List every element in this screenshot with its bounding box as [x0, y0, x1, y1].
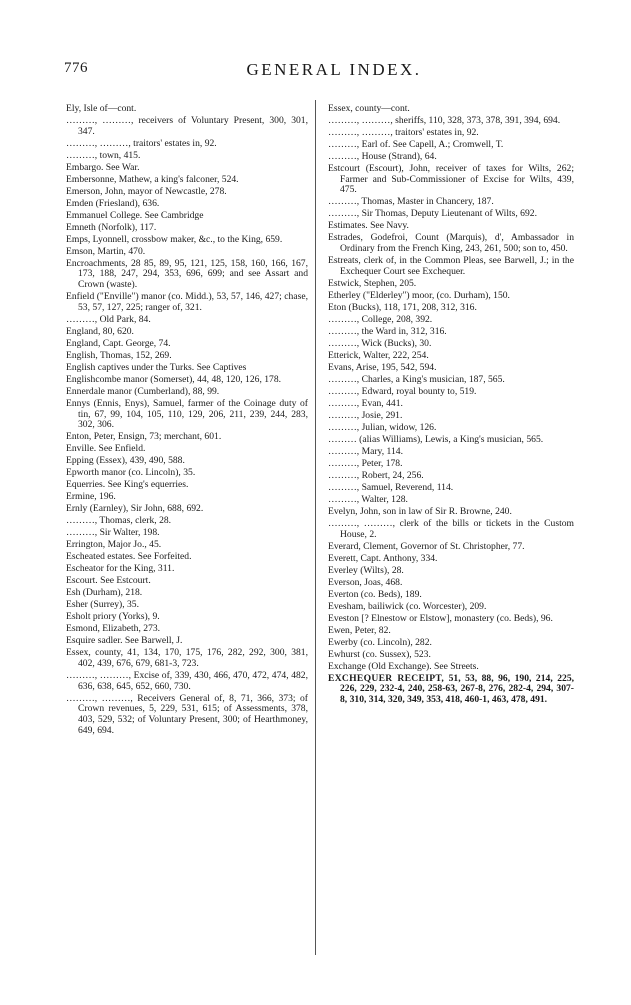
- index-entry-refs: 240.: [492, 505, 512, 517]
- index-entry-term: Estreats, clerk of, in the Common Pleas,: [328, 255, 486, 267]
- index-entry-refs: See Barwell, J.: [122, 635, 183, 647]
- index-entry-term: Epworth manor (co. Lincoln),: [66, 467, 181, 479]
- index-entry-refs: 688, 692.: [164, 503, 204, 515]
- index-entry-refs: 84.: [136, 313, 151, 325]
- index-entry: [66, 175, 308, 186]
- index-entry-refs: 468.: [383, 576, 403, 588]
- index-entry-term: ………, ………, traitors' estates in,: [66, 137, 203, 149]
- index-entry-refs: 692.: [517, 208, 537, 220]
- index-entry: [66, 648, 308, 669]
- index-entry: [328, 578, 574, 589]
- index-entry-refs: 77.: [510, 540, 525, 552]
- index-entry-refs: 273.: [140, 623, 161, 635]
- index-entry-term: ………, Samuel, Reverend,: [328, 481, 435, 493]
- index-entry-term: ………, Evan,: [328, 397, 384, 409]
- index-entry: [328, 542, 574, 553]
- index-entry: [66, 588, 308, 599]
- index-entry-term: Esh (Durham),: [66, 587, 124, 599]
- index-entry-term: England,: [66, 325, 101, 337]
- index-entry-term: ………, Thomas, Master in Chancery,: [328, 196, 475, 208]
- index-entry-term: Ermine,: [66, 491, 97, 503]
- index-entry-term: Escheator for the King,: [66, 563, 156, 575]
- index-entry: [66, 247, 308, 258]
- running-title: GENERAL INDEX.: [246, 60, 422, 79]
- index-entry-refs: See Capell, A.; Cromwell, T.: [390, 139, 504, 150]
- index-entry-term: ………, Robert,: [328, 469, 391, 481]
- index-entry: [328, 339, 574, 350]
- index-entry: [328, 104, 574, 115]
- index-entry: [328, 116, 574, 127]
- page-header: [64, 60, 604, 84]
- index-entry-term: Emden (Friesland),: [66, 197, 141, 209]
- index-entry-term: ………, Julian, widow,: [328, 421, 418, 433]
- index-entry-term: Emson, Martin,: [66, 245, 126, 257]
- index-entry-term: ………, House (Strand),: [328, 151, 423, 162]
- index-entry-refs: 45.: [146, 539, 162, 551]
- index-entry: [66, 211, 308, 222]
- index-entry: [66, 636, 308, 647]
- index-entry-term: Ewhurst (co. Sussex),: [328, 648, 412, 660]
- index-entry-term: Everard, Clement, Governor of St. Christopher,: [328, 540, 511, 552]
- index-entry-refs: 117.: [137, 221, 157, 233]
- index-entry-refs: 9.: [150, 611, 160, 623]
- index-entry-refs: see Barwell, J.; in the Exchequer Court see Exchequer.: [340, 255, 574, 277]
- index-entry: [328, 423, 574, 434]
- index-entry: [328, 209, 574, 220]
- index-entry: [66, 540, 308, 551]
- column-divider: [315, 100, 316, 955]
- index-entry-refs: 334.: [418, 552, 438, 564]
- index-entry: [66, 552, 308, 563]
- index-entry: [66, 139, 308, 150]
- index-entry-term: England, Capt. George,: [66, 337, 157, 349]
- index-entry-refs: 152, 269.: [133, 349, 172, 361]
- index-entry-term: Emps, Lyonnell, crossbow maker, &c., to the King,: [66, 233, 264, 245]
- index-entry-refs: 524.: [219, 173, 239, 185]
- index-entry: [66, 480, 308, 491]
- index-entry-refs: 126.: [417, 421, 437, 433]
- index-entry-term: English, Thomas,: [66, 349, 134, 361]
- index-entry-term: ………, Wick (Bucks),: [328, 337, 417, 349]
- index-entry: [66, 292, 308, 313]
- index-entry: [328, 140, 574, 151]
- index-entry: [66, 199, 308, 210]
- index-entry: [66, 399, 308, 431]
- index-entry-term: Ely, Isle of—cont.: [66, 103, 137, 114]
- index-entry: [328, 411, 574, 422]
- index-entry-refs: 208, 392.: [393, 313, 433, 325]
- index-entry-term: Escourt.: [66, 575, 98, 587]
- index-entry-refs: See Navy.: [367, 220, 409, 232]
- index-entry-term: Ennys (Ennis, Enys), Samuel, farmer of the Coinage duty of tin,: [66, 397, 308, 420]
- index-entry: [328, 315, 574, 326]
- index-entry-refs: See Forfeited.: [135, 551, 192, 563]
- index-entry-term: Errington, Major Jo.,: [66, 539, 147, 551]
- index-entry-refs: 24, 256.: [390, 469, 424, 481]
- index-entry: [328, 483, 574, 494]
- index-entry: [328, 233, 574, 254]
- index-entry: [328, 399, 574, 410]
- index-entry: [66, 600, 308, 611]
- index-entry: [328, 507, 574, 518]
- index-entry: [328, 327, 574, 338]
- index-entry: [328, 363, 574, 374]
- index-entry-refs: See War.: [103, 161, 140, 173]
- index-entry-refs: 114.: [434, 481, 454, 493]
- index-entry-term: ………, ………, receivers of Voluntary Present,: [66, 115, 265, 126]
- index-entry-refs: 53, 57, 146, 427; chase, 53, 57, 127, 225; ranger of, 321.: [78, 291, 308, 313]
- index-entry-refs: 523.: [411, 648, 431, 660]
- index-entry-term: Estwick, Stephen,: [328, 277, 398, 289]
- index-entry-refs: 262; Farmer and Sub-Commissioner of Excise for Wilts, 439, 475.: [340, 163, 574, 196]
- index-entry-term: Essex, county—cont.: [328, 103, 410, 114]
- index-entry-refs: See Cambridge: [142, 209, 204, 221]
- index-entry-refs: 30.: [416, 337, 432, 349]
- index-entry: [66, 351, 308, 362]
- index-entry: [328, 614, 574, 625]
- index-entry-refs: 28.: [389, 564, 404, 576]
- index-entry-term: ………, ………, Excise of,: [66, 669, 173, 681]
- index-entry: [328, 602, 574, 613]
- index-entry: [66, 444, 308, 455]
- index-entry-term: Esholt priory (Yorks),: [66, 611, 151, 623]
- index-entry: [328, 626, 574, 637]
- index-entry-term: English captives under the Turks.: [66, 361, 195, 373]
- index-entry: [328, 256, 574, 277]
- index-entry-refs: 222, 254.: [390, 349, 429, 361]
- index-entry: [66, 163, 308, 174]
- index-entry-term: Ewerby (co. Lincoln),: [328, 636, 413, 648]
- index-entry-term: ………, ………, traitors' estates in,: [328, 127, 465, 138]
- index-entry-term: ………, ………, sheriffs,: [328, 115, 427, 126]
- index-entry-refs: 187.: [474, 196, 494, 208]
- index-entry: [328, 375, 574, 386]
- index-entry-refs: 415.: [121, 149, 141, 161]
- index-entry: [66, 564, 308, 575]
- index-entry-refs: 178.: [383, 457, 403, 469]
- index-entry-refs: 150.: [490, 289, 510, 301]
- index-entry-refs: 659.: [263, 233, 283, 245]
- index-entry-refs: See Captives: [194, 361, 247, 373]
- index-entry-refs: 88, 99.: [190, 385, 220, 397]
- index-entry-refs: 312, 316.: [408, 325, 447, 337]
- index-entry-refs: 64.: [422, 151, 437, 162]
- index-entry: [328, 447, 574, 458]
- index-entry: [66, 576, 308, 587]
- index-entry-term: ……… (alias Williams), Lewis, a King's musician,: [328, 433, 524, 445]
- index-entry-term: Enton, Peter, Ensign,: [66, 431, 147, 443]
- index-entry-term: Ernly (Earnley), Sir John,: [66, 503, 165, 515]
- index-entry-term: Everett, Capt. Anthony,: [328, 552, 419, 564]
- index-entry-refs: 96.: [538, 612, 553, 624]
- index-entry-term: ………, ………, Receivers General of,: [66, 692, 225, 704]
- index-entry-term: Ennerdale manor (Cumberland),: [66, 385, 191, 397]
- index-entry-term: Everton (co. Beds),: [328, 588, 403, 600]
- index-entry-term: Estrades, Godefroi, Count (Marquis), d', Ambassador in Ordinary from the French King,: [328, 232, 574, 255]
- index-entry-refs: 439, 490, 588.: [127, 455, 185, 467]
- index-entry-term: Equerries.: [66, 479, 106, 491]
- index-entry-refs: 114.: [384, 445, 403, 457]
- index-entry: [328, 519, 574, 540]
- index-entry-refs: 80, 620.: [100, 325, 134, 337]
- index-entry: [66, 612, 308, 623]
- index-entry-term: Emmanuel College.: [66, 209, 143, 221]
- index-entry-refs: 282.: [412, 636, 432, 648]
- index-entry-term: Exchange (Old Exchange).: [328, 660, 432, 672]
- index-entry: [328, 674, 574, 706]
- index-entry-term: Eton (Bucks),: [328, 301, 382, 313]
- index-entry-term: ………, town,: [66, 149, 122, 161]
- index-entry-refs: 35.: [180, 467, 196, 479]
- index-entry: [66, 223, 308, 234]
- index-entry-term: ………, Old Park,: [66, 313, 137, 325]
- index-entry-term: Everley (Wilts),: [328, 564, 390, 576]
- index-entry-refs: See Streets.: [431, 660, 479, 672]
- index-entry: [328, 459, 574, 470]
- index-entry: [328, 471, 574, 482]
- index-entry-refs: 118, 171, 208, 312, 316.: [381, 301, 477, 313]
- index-entry-refs: 291.: [383, 409, 403, 421]
- index-entry-refs: 243, 261, 500; son to, 450.: [462, 243, 568, 255]
- index-entry: [66, 694, 308, 737]
- index-entry-term: ………, College,: [328, 313, 394, 325]
- index-entry: [66, 468, 308, 479]
- index-entry-refs: 73; merchant, 601.: [146, 431, 222, 443]
- index-entry: [66, 432, 308, 443]
- index-entry-term: ………, Josie,: [328, 409, 384, 421]
- index-entry-term: ………, Edward, royal bounty to,: [328, 385, 458, 397]
- index-entry-term: Evelyn, John, son in law of Sir R. Browne,: [328, 505, 493, 517]
- index-entry-term: Etterick, Walter,: [328, 349, 391, 361]
- index-entry: [328, 197, 574, 208]
- index-entry-term: Estcourt (Escourt), John, receiver of taxes for Wilts,: [328, 163, 552, 174]
- index-entry: [66, 339, 308, 350]
- index-entry: [66, 104, 308, 115]
- index-entry: [66, 504, 308, 515]
- index-entry-refs: 195, 542, 594.: [378, 361, 437, 373]
- left-column: [66, 104, 308, 738]
- index-entry-term: ………, Mary,: [328, 445, 385, 457]
- index-entry-refs: 218.: [123, 587, 143, 599]
- index-entry-term: Englishcombe manor (Somerset),: [66, 373, 195, 385]
- index-entry-term: Enville.: [66, 443, 97, 455]
- index-entry: [328, 566, 574, 577]
- index-entry-term: Emerson, John, mayor of Newcastle,: [66, 185, 208, 197]
- index-entry: [66, 456, 308, 467]
- index-entry: [328, 662, 574, 673]
- index-entry: [66, 116, 308, 137]
- index-entry-refs: 441.: [383, 397, 403, 409]
- index-entry-refs: 189.: [402, 588, 422, 600]
- index-entry-term: ………, Walter,: [328, 493, 389, 505]
- index-entry-term: Enfield ("Enville") manor (co. Midd.),: [66, 291, 215, 303]
- index-entry-refs: 51, 53, 88, 96, 190, 214, 225, 226, 229, 232-4, 240, 258-63, 267-8, 276, 282-4, 294, 307-8, 310, 314, 320, 349, 353, 418, 460-1, 463, 478, 491.: [340, 672, 575, 705]
- index-entry-term: Emneth (Norfolk),: [66, 221, 138, 233]
- index-entry-term: ………, the Ward in,: [328, 325, 409, 337]
- index-entry: [66, 375, 308, 386]
- index-entry-term: Esmond, Elizabeth,: [66, 623, 141, 635]
- index-entry: [66, 528, 308, 539]
- index-entry-refs: 28.: [156, 515, 172, 527]
- index-entry-refs: 519.: [457, 385, 477, 397]
- index-entry: [328, 221, 574, 232]
- index-entry: [66, 624, 308, 635]
- index-entry: [66, 492, 308, 503]
- index-entry-term: Essex, county,: [66, 647, 123, 659]
- index-entry-term: Ewen, Peter,: [328, 624, 377, 636]
- index-entry: [328, 650, 574, 661]
- index-entry: [328, 554, 574, 565]
- index-entry: [328, 291, 574, 302]
- index-entry: [328, 387, 574, 398]
- index-entry: [66, 187, 308, 198]
- index-entry-refs: 82.: [376, 624, 391, 636]
- index-entry-refs: See King's equerries.: [105, 479, 189, 491]
- index-entry-term: EXCHEQUER RECEIPT,: [328, 672, 445, 684]
- index-entry: [66, 315, 308, 326]
- index-entry-term: Evesham, bailiwick (co. Worcester),: [328, 600, 468, 612]
- index-entry-refs: 28 85, 89, 95, 121, 125, 158, 160, 166, 167, 173, 188, 247, 294, 353, 696, 699; and see Assart and Crown (waste).: [78, 257, 308, 291]
- index-entry-term: Epping (Essex),: [66, 455, 128, 467]
- index-entry-refs: 565.: [523, 433, 544, 445]
- index-entry-refs: 470.: [125, 245, 146, 257]
- index-entry-refs: 2.: [366, 528, 377, 540]
- index-entry: [328, 638, 574, 649]
- index-entry: [328, 279, 574, 290]
- index-entry: [66, 259, 308, 291]
- index-entry-refs: 205.: [397, 277, 417, 289]
- index-entry-refs: 209.: [467, 600, 487, 612]
- index-entry: [66, 151, 308, 162]
- index-entry-refs: 128.: [388, 493, 408, 505]
- index-entry-refs: See Estcourt.: [97, 575, 151, 587]
- page-number: 776: [64, 60, 88, 76]
- index-entry-refs: 74.: [156, 337, 171, 349]
- index-entry: [328, 152, 574, 163]
- index-entry: [66, 516, 308, 527]
- index-entry: [66, 671, 308, 692]
- index-entry-refs: 41, 134, 170, 175, 176, 282, 292, 300, 381, 402, 439, 676, 679, 681-3, 723.: [78, 647, 308, 669]
- index-entry: [66, 327, 308, 338]
- index-entry: [328, 435, 574, 446]
- index-entry: [328, 128, 574, 139]
- index-entry-term: Esquire sadler.: [66, 635, 123, 647]
- index-entry-refs: 35.: [124, 599, 139, 611]
- index-entry: [328, 351, 574, 362]
- index-entry-refs: 67, 99, 104, 105, 110, 129, 206, 211, 239, 244, 283, 302, 306.: [78, 408, 308, 431]
- index-entry-term: Estimates.: [328, 220, 368, 232]
- index-entry-term: ………, Peter,: [328, 457, 384, 469]
- index-entry-term: ………, ………, clerk of the bills or tickets in the Custom House,: [328, 517, 574, 540]
- index-entry-term: Embargo.: [66, 161, 104, 173]
- index-entry: [66, 387, 308, 398]
- index-entry: [328, 303, 574, 314]
- index-entry: [66, 363, 308, 374]
- index-entry-term: ………, Sir Walter,: [66, 527, 141, 539]
- index-entry-term: ………, Sir Thomas, Deputy Lieutenant of Wilts,: [328, 208, 518, 220]
- index-entry-term: Etherley ("Elderley") moor, (co. Durham),: [328, 289, 491, 301]
- index-entry: [66, 235, 308, 246]
- index-entry-term: ………, Charles, a King's musician,: [328, 373, 467, 385]
- index-entry: [328, 495, 574, 506]
- index-entry-refs: See Enfield.: [96, 443, 146, 455]
- index-entry-refs: 339, 430, 466, 470, 472, 474, 482, 636, 638, 645, 652, 660, 730.: [78, 669, 308, 692]
- index-entry-term: Eveston [? Elnestow or Elstow], monastery (co. Beds),: [328, 612, 539, 624]
- index-entry-refs: 110, 328, 373, 378, 391, 394, 694.: [426, 115, 561, 126]
- index-entry-refs: 92.: [464, 127, 479, 138]
- index-entry-refs: 300, 301, 347.: [78, 115, 308, 137]
- index-entry-term: ………, Earl of.: [328, 139, 391, 150]
- index-entry-refs: 196.: [96, 491, 116, 503]
- index-entry-refs: 92.: [202, 137, 217, 149]
- index-entry-refs: 187, 565.: [466, 373, 505, 385]
- index-entry-term: Evans, Arise,: [328, 361, 379, 373]
- index-entry-term: Encroachments,: [66, 257, 128, 269]
- index-entry-refs: 278.: [207, 185, 227, 197]
- index-entry-refs: 636.: [140, 197, 160, 209]
- index-entry: [328, 590, 574, 601]
- index-entry-term: Escheated estates.: [66, 551, 136, 563]
- index-entry-term: Embersonne, Mathew, a king's falconer,: [66, 173, 220, 185]
- index-entry-refs: 44, 48, 120, 126, 178.: [194, 373, 282, 385]
- index-entry-term: Esher (Surrey),: [66, 599, 125, 611]
- index-entry-term: Everson, Joas,: [328, 576, 384, 588]
- index-entry-refs: 311.: [155, 563, 175, 575]
- index-entry-refs: 8, 71, 366, 373; of Crown revenues, 5, 229, 531, 615; of Assessments, 378, 403, 529, 532; of Voluntary Present, 300; of Hearthmoney, 649, 694.: [78, 692, 308, 736]
- right-column: [328, 104, 574, 707]
- index-entry: [328, 164, 574, 196]
- index-entry-refs: 198.: [140, 527, 160, 539]
- index-entry-term: ………, Thomas, clerk,: [66, 515, 157, 527]
